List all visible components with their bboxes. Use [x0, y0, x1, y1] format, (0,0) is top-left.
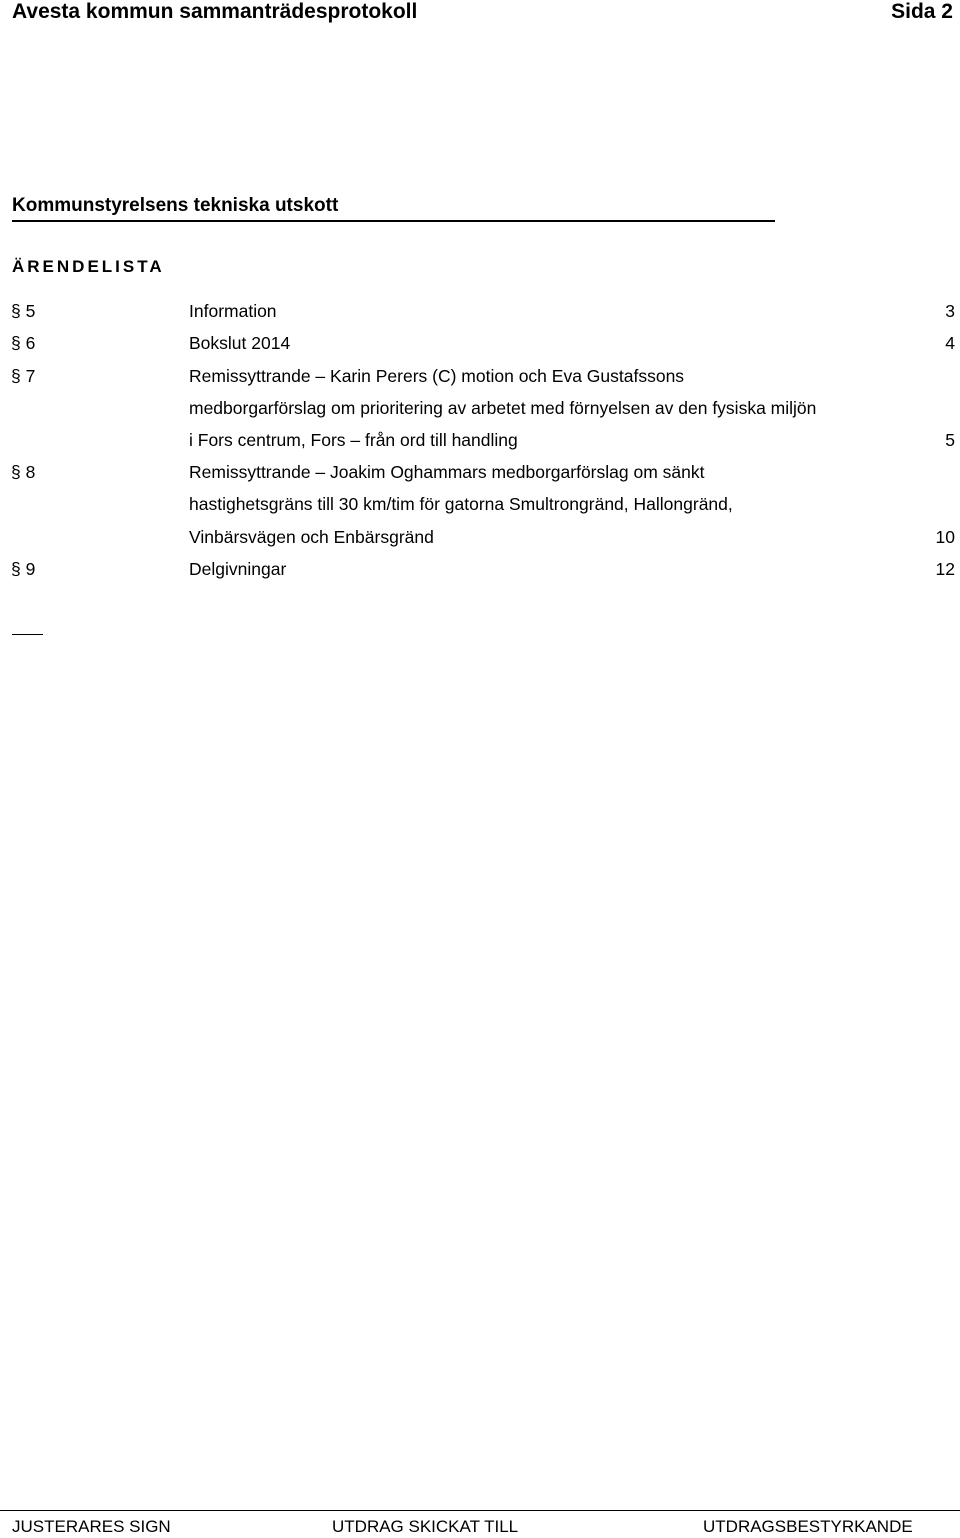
- list-end-rule: [12, 634, 43, 635]
- item-page-number: 4: [945, 333, 955, 353]
- section-number: § 8: [11, 462, 36, 482]
- agenda-item: [0, 331, 960, 363]
- agenda-item: [0, 460, 960, 492]
- item-title-line: Remissyttrande – Joakim Oghammars medborgarförslag om sänkt: [189, 462, 705, 482]
- footer-utdragsbestyrkande: UTDRAGSBESTYRKANDE: [703, 1517, 913, 1536]
- item-page-number: 3: [945, 301, 955, 321]
- item-page-number: 10: [935, 527, 955, 547]
- agenda-item-continuation: [0, 428, 960, 460]
- footer-justerares-sign: JUSTERARES SIGN: [12, 1517, 171, 1536]
- section-number: § 5: [11, 301, 36, 321]
- item-title-line: Delgivningar: [189, 559, 287, 579]
- item-title-line: medborgarförslag om prioritering av arbetet med förnyelsen av den fysiska miljön: [189, 398, 817, 418]
- item-title-line: hastighetsgräns till 30 km/tim för gatorna Smultrongränd, Hallongränd,: [189, 494, 733, 514]
- committee-underline: [12, 220, 775, 222]
- section-number: § 6: [11, 333, 36, 353]
- committee-title: Kommunstyrelsens tekniska utskott: [12, 195, 339, 216]
- footer-utdrag-skickat-till: UTDRAG SKICKAT TILL: [332, 1517, 519, 1536]
- item-page-number: 5: [945, 430, 955, 450]
- item-title-line: Information: [189, 301, 277, 321]
- agenda-item-continuation: [0, 525, 960, 557]
- list-heading: ÄRENDELISTA: [12, 257, 165, 276]
- item-title-line: i Fors centrum, Fors – från ord till handling: [189, 430, 518, 450]
- section-number: § 9: [11, 559, 36, 579]
- agenda-item: [0, 299, 960, 331]
- footer-rule: [0, 1510, 960, 1511]
- section-number: § 7: [11, 366, 36, 386]
- agenda-item-continuation: [0, 492, 960, 524]
- item-title-line: Bokslut 2014: [189, 333, 291, 353]
- page-header-title: Avesta kommun sammanträdesprotokoll: [12, 0, 418, 23]
- page-number: Sida 2: [891, 0, 953, 23]
- agenda-item-continuation: [0, 396, 960, 428]
- item-page-number: 12: [935, 559, 955, 579]
- agenda-item: [0, 364, 960, 396]
- item-title-line: Vinbärsvägen och Enbärsgränd: [189, 527, 434, 547]
- agenda-item: [0, 557, 960, 589]
- item-title-line: Remissyttrande – Karin Perers (C) motion och Eva Gustafssons: [189, 366, 685, 386]
